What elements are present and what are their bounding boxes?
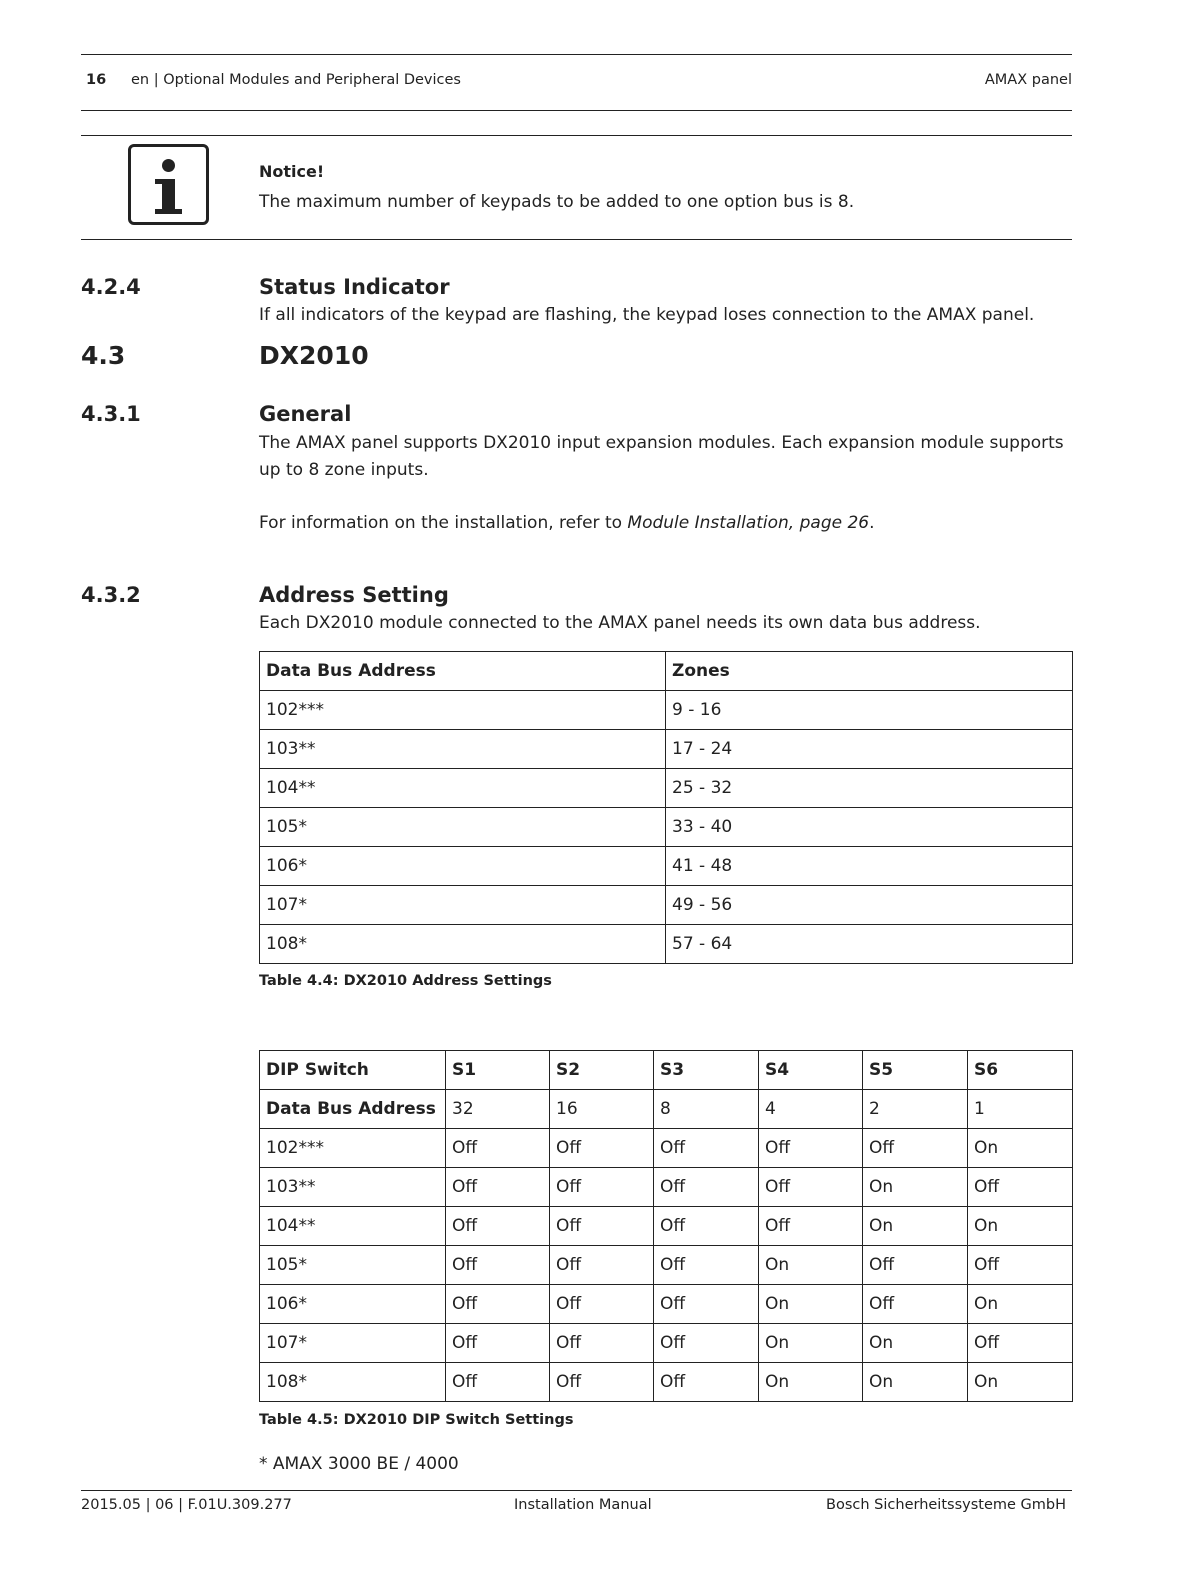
notice-title: Notice!: [259, 162, 325, 181]
table-caption-4-4: Table 4.4: DX2010 Address Settings: [259, 973, 552, 989]
table-cell: Off: [550, 1207, 654, 1246]
table-cell: 107*: [260, 886, 666, 925]
table-cell: Off: [550, 1168, 654, 1207]
header-cell: S2: [550, 1051, 654, 1090]
address-settings-table: [259, 651, 1073, 964]
dip-switch-table: [259, 1050, 1073, 1402]
table-row: [260, 847, 1073, 886]
table-cell: 8: [654, 1090, 759, 1129]
table-cell: On: [968, 1129, 1073, 1168]
table-row: [260, 769, 1073, 808]
table-cell: 1: [968, 1090, 1073, 1129]
notice-text: The maximum number of keypads to be added to one option bus is 8.: [259, 192, 855, 212]
section-number-4-3-1: 4.3.1: [81, 402, 141, 426]
table-cell: Off: [446, 1129, 550, 1168]
table-cell: Off: [759, 1207, 863, 1246]
table-cell: 104**: [260, 769, 666, 808]
table-cell: On: [863, 1324, 968, 1363]
table-cell: Off: [759, 1129, 863, 1168]
table-cell: 102***: [260, 1129, 446, 1168]
table-cell: 106*: [260, 847, 666, 886]
table-cell: Off: [446, 1246, 550, 1285]
table-row: [260, 808, 1073, 847]
table-cell: On: [759, 1363, 863, 1402]
table-row: [260, 1246, 1073, 1285]
table-row: [260, 886, 1073, 925]
table-cell: On: [968, 1285, 1073, 1324]
table-caption-4-5: Table 4.5: DX2010 DIP Switch Settings: [259, 1412, 574, 1428]
table-cell: Off: [863, 1129, 968, 1168]
table-row: [260, 925, 1073, 964]
table-cell: On: [863, 1207, 968, 1246]
table-cell: Off: [446, 1168, 550, 1207]
table-cell: Off: [654, 1324, 759, 1363]
table-cell: On: [863, 1363, 968, 1402]
table-header-row: [260, 652, 1073, 691]
table-header-row: [260, 1051, 1073, 1090]
table-cell: 41 - 48: [666, 847, 1073, 886]
table-cell: Off: [654, 1285, 759, 1324]
table-row: [260, 1324, 1073, 1363]
footer-document-id: 2015.05 | 06 | F.01U.309.277: [81, 1497, 292, 1513]
section-title-status-indicator: Status Indicator: [259, 275, 450, 299]
header-rule-top: [81, 54, 1072, 55]
header-section: en | Optional Modules and Peripheral Devices: [131, 72, 461, 88]
table-row: [260, 1285, 1073, 1324]
table-cell: Off: [550, 1246, 654, 1285]
table-cell: 32: [446, 1090, 550, 1129]
table-cell: Off: [654, 1129, 759, 1168]
table-row: [260, 1090, 1073, 1129]
table-cell: On: [759, 1324, 863, 1363]
table-cell: 9 - 16: [666, 691, 1073, 730]
table-cell: Off: [968, 1246, 1073, 1285]
section-text-general: The AMAX panel supports DX2010 input expansion modules. Each expansion module supports up to 8 zone inputs.: [259, 433, 1064, 480]
table-cell: Off: [446, 1363, 550, 1402]
table-cell: Off: [550, 1363, 654, 1402]
table-row: [260, 1207, 1073, 1246]
table-cell: 108*: [260, 1363, 446, 1402]
table-cell: Off: [968, 1168, 1073, 1207]
table-cell: 57 - 64: [666, 925, 1073, 964]
table-row: [260, 730, 1073, 769]
table-cell: 103**: [260, 1168, 446, 1207]
section-text-address-setting: Each DX2010 module connected to the AMAX panel needs its own data bus address.: [259, 613, 981, 633]
table-cell: 4: [759, 1090, 863, 1129]
section-number-4-2-4: 4.2.4: [81, 275, 141, 299]
table-cell: 102***: [260, 691, 666, 730]
installation-reference: [259, 510, 1079, 537]
footer-rule: [81, 1490, 1072, 1491]
table-cell: 25 - 32: [666, 769, 1073, 808]
table-cell: 104**: [260, 1207, 446, 1246]
table-cell: Off: [968, 1324, 1073, 1363]
table-row: [260, 691, 1073, 730]
table-cell: Data Bus Address: [260, 1090, 446, 1129]
footer-document-type: Installation Manual: [514, 1497, 652, 1513]
table-cell: 2: [863, 1090, 968, 1129]
table-cell: On: [968, 1363, 1073, 1402]
table-cell: Off: [863, 1285, 968, 1324]
table-cell: Off: [446, 1324, 550, 1363]
table-cell: 107*: [260, 1324, 446, 1363]
table-cell: On: [968, 1207, 1073, 1246]
table-cell: Off: [654, 1207, 759, 1246]
table-cell: 103**: [260, 730, 666, 769]
table-cell: Off: [550, 1285, 654, 1324]
section-number-4-3-2: 4.3.2: [81, 583, 141, 607]
section-title-dx2010: DX2010: [259, 341, 369, 370]
section-title-address-setting: Address Setting: [259, 583, 449, 607]
table-cell: 106*: [260, 1285, 446, 1324]
header-cell: S1: [446, 1051, 550, 1090]
table-row: [260, 1363, 1073, 1402]
table-cell: 105*: [260, 1246, 446, 1285]
table-cell: On: [759, 1285, 863, 1324]
page-number: 16: [86, 72, 107, 88]
module-installation-link[interactable]: Module Installation, page 26: [627, 513, 870, 533]
header-cell: Data Bus Address: [260, 652, 666, 691]
table-cell: 33 - 40: [666, 808, 1073, 847]
table-cell: 108*: [260, 925, 666, 964]
table-cell: 49 - 56: [666, 886, 1073, 925]
reference-suffix: .: [869, 513, 875, 533]
table-row: [260, 1168, 1073, 1207]
section-title-general: General: [259, 402, 352, 426]
header-cell: DIP Switch: [260, 1051, 446, 1090]
info-icon: [128, 144, 209, 225]
table-cell: Off: [550, 1129, 654, 1168]
table-cell: On: [863, 1168, 968, 1207]
header-product: AMAX panel: [984, 72, 1072, 88]
table-cell: Off: [654, 1363, 759, 1402]
footnote: * AMAX 3000 BE / 4000: [259, 1454, 459, 1474]
table-cell: On: [759, 1246, 863, 1285]
reference-prefix: For information on the installation, refer to: [259, 513, 628, 533]
header-rule-bottom: [81, 110, 1072, 111]
table-cell: Off: [654, 1246, 759, 1285]
footer-company: Bosch Sicherheitssysteme GmbH: [826, 1497, 1066, 1513]
header-cell: S4: [759, 1051, 863, 1090]
table-row: [260, 1129, 1073, 1168]
header-cell: S3: [654, 1051, 759, 1090]
notice-rule-bottom: [81, 239, 1072, 240]
table-cell: 16: [550, 1090, 654, 1129]
table-cell: Off: [863, 1246, 968, 1285]
table-cell: Off: [446, 1285, 550, 1324]
notice-rule-top: [81, 135, 1072, 136]
table-cell: Off: [654, 1168, 759, 1207]
table-cell: 105*: [260, 808, 666, 847]
table-cell: Off: [550, 1324, 654, 1363]
table-cell: Off: [759, 1168, 863, 1207]
table-cell: 17 - 24: [666, 730, 1073, 769]
section-text-status-indicator: If all indicators of the keypad are flashing, the keypad loses connection to the AMAX panel.: [259, 305, 1035, 325]
header-cell: S6: [968, 1051, 1073, 1090]
header-cell: Zones: [666, 652, 1073, 691]
table-cell: Off: [446, 1207, 550, 1246]
section-number-4-3: 4.3: [81, 341, 126, 370]
header-cell: S5: [863, 1051, 968, 1090]
